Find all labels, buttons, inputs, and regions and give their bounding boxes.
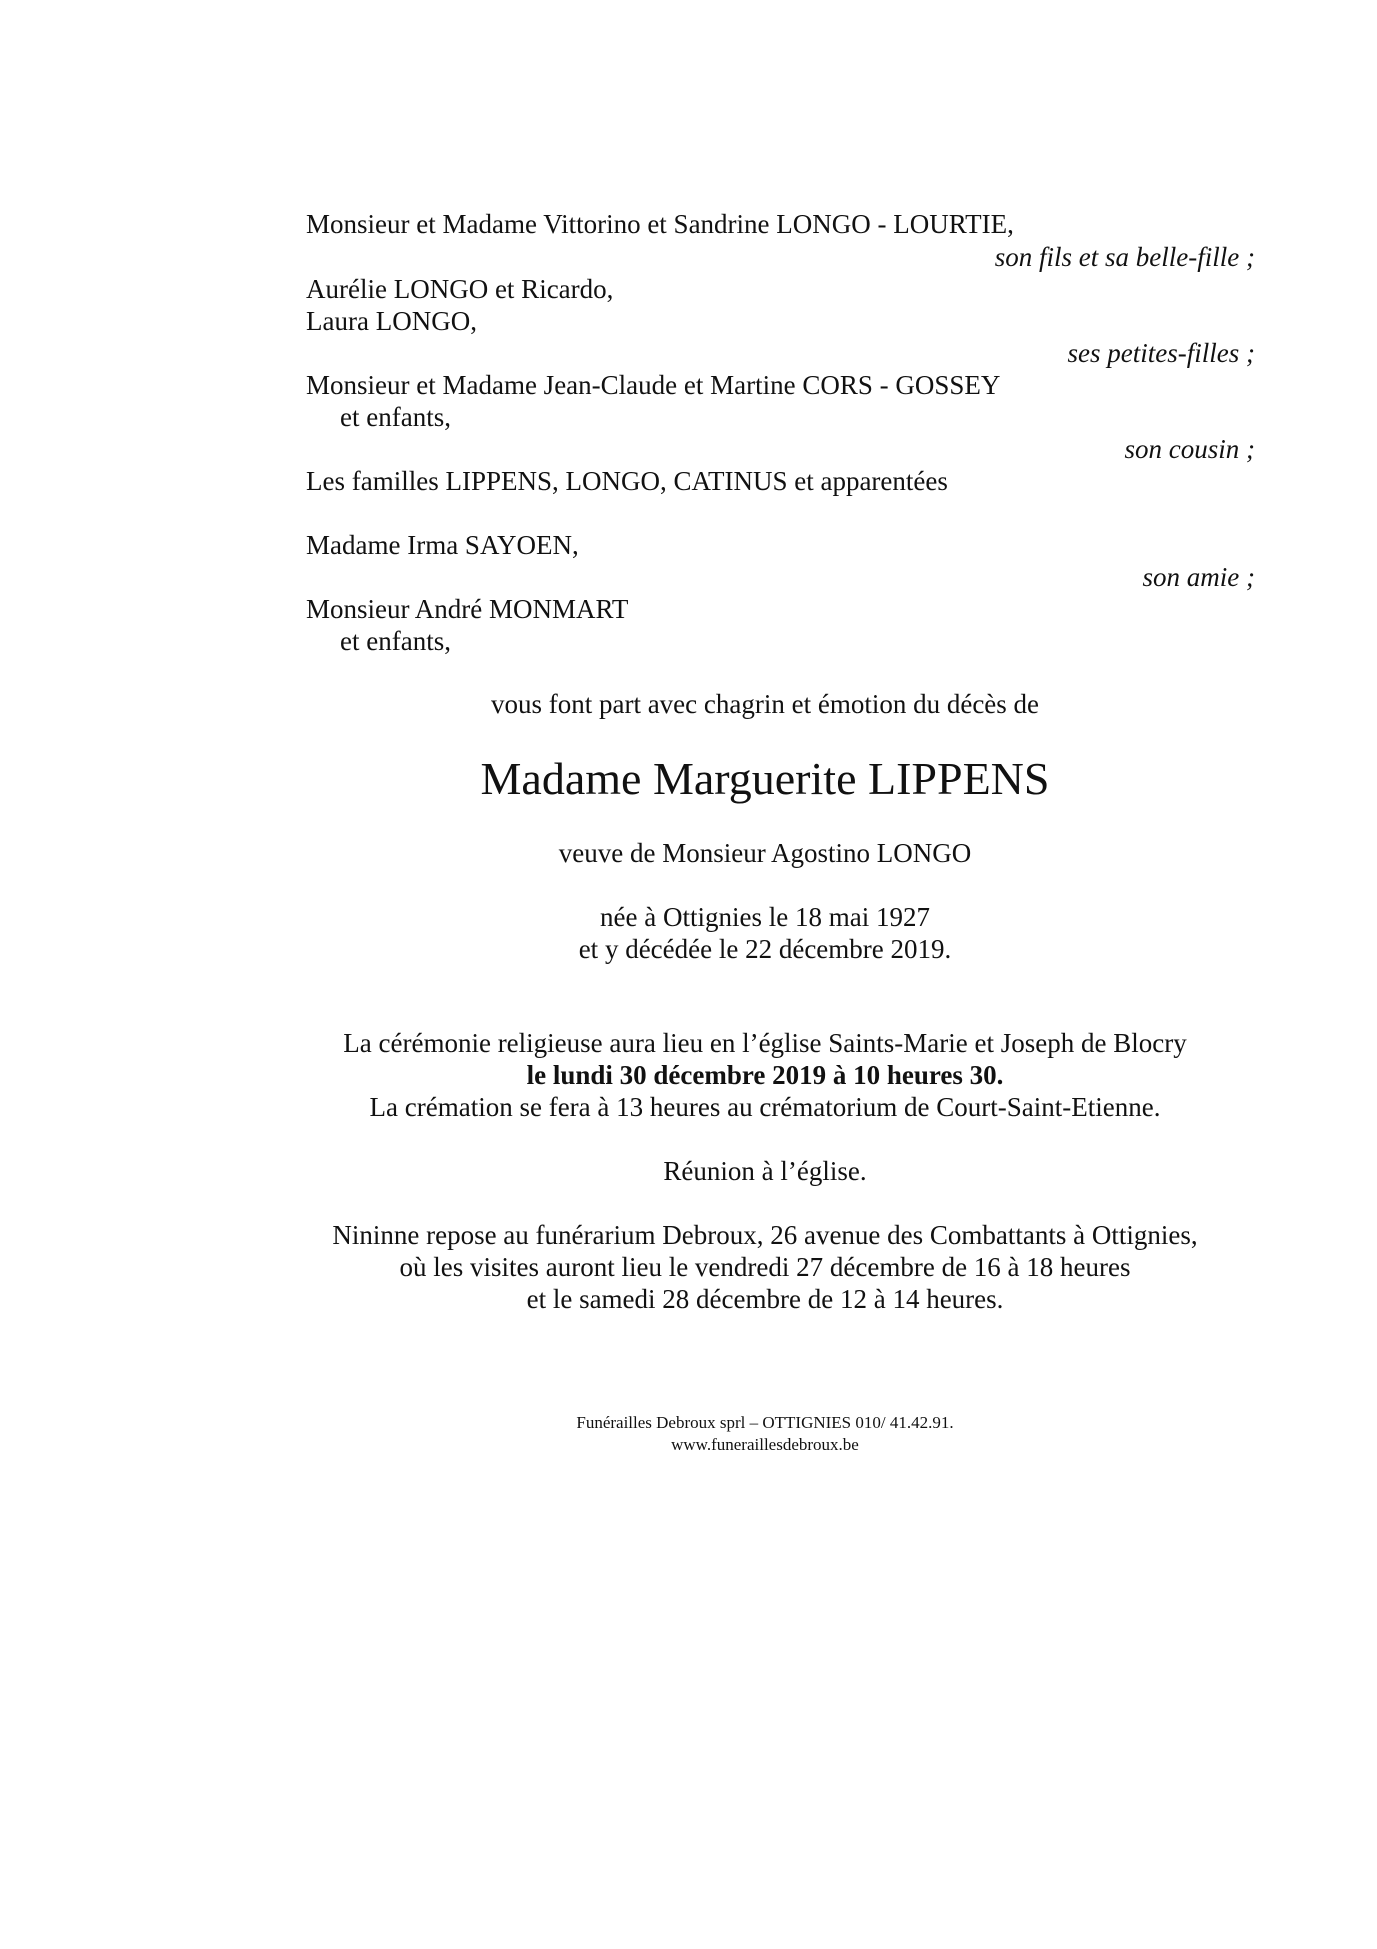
family-line-2: Aurélie LONGO et Ricardo, <box>306 274 614 304</box>
cremation-line: La crémation se fera à 13 heures au crématorium de Court-Saint-Etienne. <box>369 1092 1161 1122</box>
family-role-4: son amie ; <box>1142 562 1255 592</box>
ceremony-line-1: La cérémonie religieuse aura lieu en l’église Saints-Marie et Joseph de Blocry <box>343 1028 1187 1058</box>
death-line: et y décédée le 22 décembre 2019. <box>578 934 952 964</box>
reunion-line: Réunion à l’église. <box>663 1156 867 1186</box>
family-line-7b: et enfants, <box>340 626 451 656</box>
visit-line-1: Nininne repose au funérarium Debroux, 26 avenue des Combattants à Ottignies, <box>332 1220 1198 1250</box>
deceased-name: Madame Marguerite LIPPENS <box>480 753 1050 804</box>
announcement-intro: vous font part avec chagrin et émotion du décès de <box>490 689 1040 719</box>
widow-line: veuve de Monsieur Agostino LONGO <box>558 838 972 868</box>
birth-line: née à Ottignies le 18 mai 1927 <box>600 902 930 932</box>
family-line-6: Madame Irma SAYOEN, <box>306 530 579 560</box>
family-line-4b: et enfants, <box>340 402 451 432</box>
family-line-5: Les familles LIPPENS, LONGO, CATINUS et apparentées <box>306 466 948 496</box>
family-role-1: son fils et sa belle-fille ; <box>994 242 1255 272</box>
visit-line-3: et le samedi 28 décembre de 12 à 14 heures. <box>526 1284 1004 1314</box>
funeral-home-website: www.funeraillesdebroux.be <box>671 1435 859 1454</box>
family-role-2: ses petites-filles ; <box>1067 338 1255 368</box>
family-line-7: Monsieur André MONMART <box>306 594 629 624</box>
visit-line-2: où les visites auront lieu le vendredi 27 décembre de 16 à 18 heures <box>399 1252 1131 1282</box>
family-line-1: Monsieur et Madame Vittorino et Sandrine LONGO - LOURTIE, <box>306 209 1014 239</box>
family-line-4: Monsieur et Madame Jean-Claude et Martine CORS - GOSSEY <box>306 370 1001 400</box>
family-line-3: Laura LONGO, <box>306 306 477 336</box>
family-role-3: son cousin ; <box>1124 434 1255 464</box>
ceremony-date: le lundi 30 décembre 2019 à 10 heures 30. <box>526 1060 1004 1090</box>
funeral-home-line: Funérailles Debroux sprl – OTTIGNIES 010/ 41.42.91. <box>576 1413 954 1432</box>
